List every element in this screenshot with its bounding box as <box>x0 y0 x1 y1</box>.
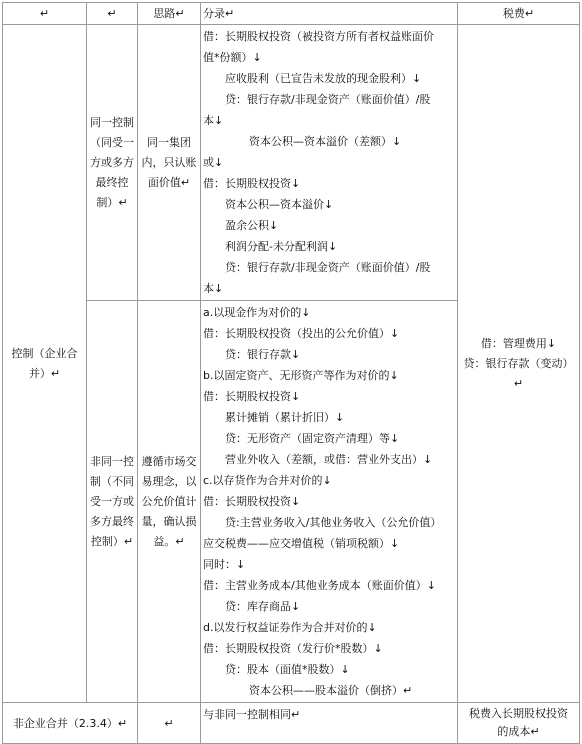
header-entries: 分录↵ <box>201 3 458 25</box>
entry-line: 贷：无形资产（固定资产清理）等↓ <box>225 432 400 445</box>
entry-line: 营业外收入（差额，或借：营业外支出）↓ <box>225 453 433 466</box>
control-tax-line: 贷：银行存款（变动）↵ <box>463 356 574 390</box>
non-same-label-line: 非同一控 <box>90 454 134 468</box>
entry-line: 贷：银行存款↓ <box>225 348 301 361</box>
same-control-idea-line: 面价值↵ <box>147 175 191 189</box>
non-enterprise-entry: 与非同一控制相同↵ <box>201 703 458 744</box>
same-control-idea-line: 同一集团 <box>147 135 191 149</box>
same-control-row <box>3 25 580 301</box>
entry-line: 盈余公积↓ <box>225 219 279 232</box>
accounting-table <box>2 2 580 744</box>
same-control-label <box>87 25 138 301</box>
entry-line: b.以固定资产、无形资产等作为对价的↓ <box>203 369 399 382</box>
non-enterprise-row <box>3 703 580 744</box>
entry-line: 应收股利（已宣告未发放的现金股利）↓ <box>225 72 422 85</box>
entry-line: 累计摊销（累计折旧）↓ <box>225 411 345 424</box>
same-control-label-line: 最终控 <box>95 175 129 189</box>
control-label: 控制（企业合并）↵ <box>3 25 87 703</box>
non-same-idea-line: 益。↵ <box>153 534 185 548</box>
non-same-idea-line: 遵循市场交 <box>141 454 197 468</box>
non-enterprise-tax-line: 的成本↵ <box>497 725 540 738</box>
entry-line: c.以存货作为合并对价的↓ <box>203 474 332 487</box>
header-tax: 税费↵ <box>458 3 580 25</box>
control-tax-line: 借：管理费用↓ <box>480 336 557 350</box>
entry-line: 应交税费——应交增值税（销项税额）↓ <box>203 537 400 550</box>
control-tax <box>458 25 580 703</box>
non-same-control-entries <box>201 301 458 703</box>
entry-line: 借：长期股权投资（投出的公允价值）↓ <box>203 327 400 340</box>
entry-line: 值*份额）↓ <box>203 51 262 64</box>
entry-line: 借：长期股权投资↓ <box>203 390 301 403</box>
entry-line: 借：长期股权投资（被投资方所有者权益账面价 <box>203 30 434 43</box>
same-control-entries <box>201 25 458 301</box>
entry-line: 本↓ <box>203 282 224 295</box>
header-idea: 思路↵ <box>138 3 201 25</box>
entry-line: 借：长期股权投资（发行价*股数）↓ <box>203 642 383 655</box>
entry-line: 贷：股本（面值*股数）↓ <box>225 663 350 676</box>
same-control-label-line: 同一控制 <box>90 115 134 129</box>
header-col1: ↵ <box>3 3 87 25</box>
entry-line: 本↓ <box>203 114 224 127</box>
non-same-label-line: 受一方或 <box>90 494 134 508</box>
same-control-label-line: 制）↵ <box>96 195 128 209</box>
entry-line: 资本公积—资本溢价↓ <box>225 198 334 211</box>
entry-line: 同时：↓ <box>203 558 246 571</box>
entry-line: 借：主营业务成本/其他业务成本（账面价值）↓ <box>203 579 436 592</box>
header-col2: ↵ <box>87 3 138 25</box>
non-same-idea-line: 易理念，以 <box>141 474 197 488</box>
non-same-idea-line: 量，确认损 <box>141 514 197 528</box>
non-same-idea-line: 公允价值计 <box>141 494 197 508</box>
entry-line: 资本公积—资本溢价（差额）↓ <box>249 135 402 148</box>
non-enterprise-label: 非企业合并（2.3.4）↵ <box>3 703 138 744</box>
entry-line: 贷:主营业务收入/其他业务收入（公允价值） <box>225 516 442 529</box>
entry-line: 贷：银行存款/非现金资产（账面价值）/股 <box>225 93 431 106</box>
same-control-label-line: （同受一 <box>90 135 134 149</box>
entry-line: 资本公积——股本溢价（倒挤）↵ <box>249 684 413 697</box>
entry-line: a.以现金作为对价的↓ <box>203 306 311 319</box>
same-control-idea <box>138 25 201 301</box>
non-enterprise-tax-line: 税费入长期股权投资 <box>469 707 568 720</box>
non-same-label-line: 控制）↵ <box>90 534 134 548</box>
non-enterprise-idea: ↵ <box>138 703 201 744</box>
entry-line: 利润分配-未分配利润↓ <box>225 240 338 253</box>
entry-line: 借：长期股权投资↓ <box>203 495 301 508</box>
entry-line: 或↓ <box>203 156 224 169</box>
non-same-control-idea <box>138 301 201 703</box>
same-control-idea-line: 内，只认账 <box>141 155 197 169</box>
non-same-control-label <box>87 301 138 703</box>
non-same-label-line: 多方最终 <box>90 514 134 528</box>
entry-line: 贷：银行存款/非现金资产（账面价值）/股 <box>225 261 431 274</box>
header-row <box>3 3 580 25</box>
non-enterprise-tax <box>458 703 580 744</box>
non-same-label-line: 制（不同 <box>90 474 134 488</box>
entry-line: 贷：库存商品↓ <box>225 600 301 613</box>
same-control-label-line: 方或多方 <box>90 155 134 169</box>
entry-line: 借：长期股权投资↓ <box>203 177 301 190</box>
entry-line: d.以发行权益证券作为合并对价的↓ <box>203 621 377 634</box>
